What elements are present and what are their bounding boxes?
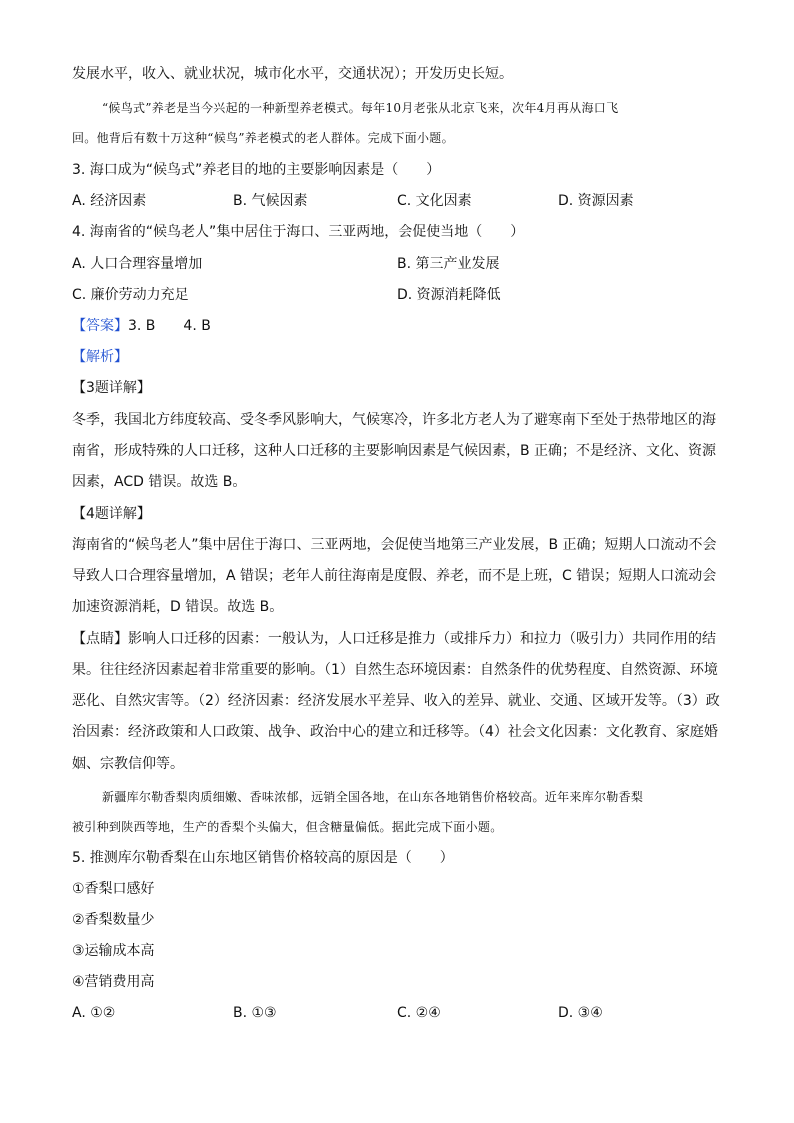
detail-3-line-3: 因素，ACD 错误。故选 B。: [72, 474, 247, 490]
paragraph-continuation: 发展水平，收入、就业状况，城市化水平，交通状况）；开发历史长短。: [72, 66, 513, 82]
detail-3-line-2: 南省，形成特殊的人口迁移，这种人口迁移的主要影响因素是气候因素，B 正确；不是经济、文化、资源: [72, 443, 717, 459]
q5-option-b: B. ①③: [233, 1005, 277, 1021]
q3-option-d: D. 资源因素: [558, 193, 634, 209]
passage-2-line-1: 新疆库尔勒香梨肉质细嫩、香味浓郁，远销全国各地，在山东各地销售价格较高。近年来库尔勒香梨: [102, 790, 644, 804]
q3-option-c: C. 文化因素: [397, 193, 472, 209]
passage-2-line-2: 被引种到陕西等地，生产的香梨个头偏大，但含糖量偏低。据此完成下面小题。: [72, 820, 503, 834]
q4-option-d: D. 资源消耗降低: [397, 287, 501, 303]
answer-text: 3. B 4. B: [128, 318, 211, 334]
tip-line-3: 恶化、自然灾害等。（2）经济因素：经济发展水平差异、收入的差异、就业、交通、区域开发等。（3）政: [72, 693, 720, 709]
q5-option-c: C. ②④: [397, 1005, 441, 1021]
q3-option-a: A. 经济因素: [72, 193, 147, 209]
passage-1-line-1: “候鸟式”养老是当今兴起的一种新型养老模式。每年10月老张从北京飞来，次年4月再从海口飞: [102, 101, 619, 115]
detail-3-line-1: 冬季，我国北方纬度较高、受冬季风影响大，气候寒冷，许多北方老人为了避寒南下至处于热带地区的海: [72, 412, 716, 428]
tip-first: 影响人口迁移的因素：一般认为，人口迁移是推力（或排斥力）和拉力（吸引力）共同作用的结: [128, 631, 716, 647]
q5-item-1: ①香梨口感好: [72, 881, 155, 897]
answer-line: [72, 316, 722, 336]
detail-4-tag: 【4题详解】: [72, 506, 151, 522]
analysis-tag: 【解析】: [72, 349, 128, 365]
q5-item-3: ③运输成本高: [72, 943, 155, 959]
q5-item-4: ④营销费用高: [72, 974, 155, 990]
tip-line-2: 果。往往经济因素起着非常重要的影响。（1）自然生态环境因素：自然条件的优势程度、自然资源、环境: [72, 662, 718, 678]
detail-4-line-1: 海南省的“候鸟老人”集中居住于海口、三亚两地，会促使当地第三产业发展，B 正确；短期人口流动不会: [72, 537, 717, 553]
tip-line-4: 治因素：经济政策和人口政策、战争、政治中心的建立和迁移等。（4）社会文化因素：文化教育、家庭婚: [72, 724, 718, 740]
tip-line-5: 姻、宗教信仰等。: [72, 756, 184, 772]
q4-option-a: A. 人口合理容量增加: [72, 256, 203, 272]
question-4-stem: 4. 海南省的“候鸟老人”集中居住于海口、三亚两地，会促使当地（ ）: [72, 224, 525, 240]
question-3-stem: 3. 海口成为“候鸟式”养老目的地的主要影响因素是（ ）: [72, 162, 441, 178]
tip-tag: 【点睛】: [72, 631, 128, 647]
q5-option-a: A. ①②: [72, 1005, 116, 1021]
detail-4-line-2: 导致人口合理容量增加，A 错误；老年人前往海南是度假、养老，而不是上班，C 错误；短期人口流动会: [72, 568, 717, 584]
q5-item-2: ②香梨数量少: [72, 912, 155, 928]
tip-line-1: [72, 629, 722, 649]
q4-option-b: B. 第三产业发展: [397, 256, 500, 272]
detail-4-line-3: 加速资源消耗，D 错误。故选 B。: [72, 599, 284, 615]
q3-option-b: B. 气候因素: [233, 193, 308, 209]
q5-option-d: D. ③④: [558, 1005, 603, 1021]
answer-tag: 【答案】: [72, 318, 128, 334]
question-5-stem: 5. 推测库尔勒香梨在山东地区销售价格较高的原因是（ ）: [72, 850, 454, 866]
passage-1-line-2: 回。他背后有数十万这种“候鸟”养老模式的老人群体。完成下面小题。: [72, 131, 454, 145]
q4-option-c: C. 廉价劳动力充足: [72, 287, 189, 303]
detail-3-tag: 【3题详解】: [72, 380, 151, 396]
